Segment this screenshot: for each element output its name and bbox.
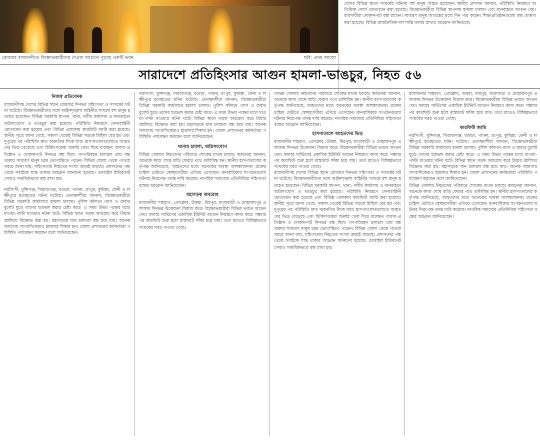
column-body: রাজধানীর শাহবাগ, প্রেসক্লাব, উত্তরা, মিরপুর, যাত্রাবাড়ী ও মোহাম্মদপুর এলাকায় দিনভর উত্তেজনা বিরাজ করে। বিক্ষোভকারীরা বিভিন্ন ভবনে আগুন দেয়। ফায়ার সার্ভিসের একাধিক ইউনিট আগুন নিয়ন্ত্রণে কাজ করে। সন্ধ্যার পর কারফিউ শুরু হলে রাস্তাঘাট ফাঁকা হয়ে যায়। তবে রাতেও বিচ্ছিন্নভাবে সংঘর্ষের খবর পাওয়া গেছে। [139, 200, 266, 231]
column-body: রাজধানীসহ দেশের বিভিন্ন স্থানে রোববার দিনভর সহিংসতা ও সংঘর্ষের ঘটনা ঘটেছে। বিক্ষোভকারীদের সঙ্গে আইনশৃঙ্খলা বাহিনীর সংঘর্ষে বহু মানুষ হতাহত হয়েছেন। বিভিন্ন সরকারি স্থাপনা, থানা, দলীয় কার্যালয় ও যানবাহনে অগ্নিসংযোগ ও ভাঙচুর করা হয়েছে। পরিস্থিতি নিয়ন্ত্রণে সেনাবাহিনী মোতায়েন করা হয়েছে এবং বিভিন্ন এলাকায় কারফিউ জারি করা হয়েছে। স্থানীয় সূত্রে জানা গেছে, সকাল থেকেই বিভিন্ন সড়কে মিছিল বের হয় এবং দুপুরের পর পরিস্থিতি দ্রুত অবনতির দিকে যায়। হাসপাতালগুলোতে আহতদের ভিড় বেড়েছে এবং চিকিৎসকেরা জরুরি সেবা দিয়ে যাচ্ছেন। ব্যবসা-প্রতিষ্ঠান ও দোকানপাট দিনভর বন্ধ ছিল। গণপরিবহন চলাচল প্রায় বন্ধ থাকায় সাধারণ মানুষ চরম ভোগান্তিতে পড়েন। বিভিন্ন জেলা থেকে পাওয়া খবরে জানা যায়, সহিংসতায় নিহতের সংখ্যা ক্রমেই বাড়ছে। প্রশাসনের পক্ষ থেকে সবাইকে শান্ত থাকার আহ্বান জানানো হয়েছে। মোবাইল ইন্টারনেট সেবাও সাময়িকভাবে বন্ধ রাখা হয়। [274, 171, 401, 251]
column-body: রাজধানীর শাহবাগ, প্রেসক্লাব, উত্তরা, মিরপুর, যাত্রাবাড়ী ও মোহাম্মদপুর এলাকায় দিনভর উত্তেজনা বিরাজ করে। বিক্ষোভকারীরা বিভিন্ন ভবনে আগুন দেয়। ফায়ার সার্ভিসের একাধিক ইউনিট আগুন নিয়ন্ত্রণে কাজ করে। সন্ধ্যার পর কারফিউ শুরু হলে রাস্তাঘাট ফাঁকা হয়ে যায়। তবে রাতেও বিচ্ছিন্নভাবে সংঘর্ষের খবর পাওয়া গেছে। [274, 140, 401, 171]
divider [0, 88, 540, 89]
fire-shape [118, 8, 144, 53]
column-body: নরসিংদী, মুন্সিগঞ্জ, সিরাজগঞ্জ, বগুড়া, পাবনা, রংপুর, কুমিল্লা, ফেনী ও লক্ষ্মীপুরে হতাহতের ঘটনা ঘটেছে। প্রত্যক্ষদর্শীরা জানান, বিক্ষোভকারীরা বিভিন্ন সরকারি কার্যালয়ে হামলা চালায়। পুলিশ কাঁদানে গ্যাস ও রাবার বুলেট ছুড়ে তাদের ছত্রভঙ্গ করার চেষ্টা করে। এ সময় উভয় পক্ষের মধ্যে ধাওয়া-পাল্টা ধাওয়ার ঘটনা ঘটে। বিভিন্ন স্থানে সড়ক অবরোধ করে টায়ার জ্বালিয়ে বিক্ষোভ করা হয়। মহাসড়কে যান চলাচল বন্ধ হয়ে যায়। অনেক জায়গায় সাংবাদিকেরাও হামলার শিকার হন। জেলা প্রশাসনের কর্মকর্তারা পরিস্থিতি পর্যবেক্ষণ করছেন বলে জানিয়েছেন। [139, 92, 266, 141]
column-2 [134, 92, 270, 436]
column-body: নরসিংদী, মুন্সিগঞ্জ, সিরাজগঞ্জ, বগুড়া, পাবনা, রংপুর, কুমিল্লা, ফেনী ও লক্ষ্মীপুরে হতাহতের ঘটনা ঘটেছে। প্রত্যক্ষদর্শীরা জানান, বিক্ষোভকারীরা বিভিন্ন সরকারি কার্যালয়ে হামলা চালায়। পুলিশ কাঁদানে গ্যাস ও রাবার বুলেট ছুড়ে তাদের ছত্রভঙ্গ করার চেষ্টা করে। এ সময় উভয় পক্ষের মধ্যে ধাওয়া-পাল্টা ধাওয়ার ঘটনা ঘটে। বিভিন্ন স্থানে সড়ক অবরোধ করে টায়ার জ্বালিয়ে বিক্ষোভ করা হয়। মহাসড়কে যান চলাচল বন্ধ হয়ে যায়। অনেক জায়গায় সাংবাদিকেরাও হামলার শিকার হন। জেলা প্রশাসনের কর্মকর্তারা পরিস্থিতি পর্যবেক্ষণ করছেন বলে জানিয়েছেন। [409, 134, 537, 183]
fire-shape [22, 8, 48, 53]
divider [0, 64, 540, 65]
caption-text: রোববার রাজধানীতে বিক্ষোভকারীদের দেওয়া আগুনে পুড়ছে একটি ভবন [2, 56, 134, 61]
column-3 [269, 92, 405, 436]
column-body: বিভিন্ন জেলায় নিহতদের পরিবারে শোকের মাতম চলছে। স্বজনেরা জানান, অনেকে কাজ শেষে বাড়ি ফেরার পথে গুলিবিদ্ধ হন। স্থানীয় হাসপাতালের কর্তৃপক্ষ জানিয়েছে, আহতদের মধ্যে অনেকের অবস্থা আশঙ্কাজনক। রক্তের চাহিদা মেটাতে স্বেচ্ছাসেবীরা এগিয়ে এসেছেন। মানবাধিকার সংগঠনগুলো ঘটনার নিরপেক্ষ তদন্ত দাবি করেছে। নাগরিক সমাজের প্রতিনিধিরা সহিংসতা বন্ধের আহ্বান জানিয়েছেন। [139, 152, 266, 189]
subhead: মহাসড়ক অবরোধ [186, 192, 219, 198]
column-body: বিভিন্ন জেলায় নিহতদের পরিবারে শোকের মাতম চলছে। স্বজনেরা জানান, অনেকে কাজ শেষে বাড়ি ফেরার পথে গুলিবিদ্ধ হন। স্থানীয় হাসপাতালের কর্তৃপক্ষ জানিয়েছে, আহতদের মধ্যে অনেকের অবস্থা আশঙ্কাজনক। রক্তের চাহিদা মেটাতে স্বেচ্ছাসেবীরা এগিয়ে এসেছেন। মানবাধিকার সংগঠনগুলো ঘটনার নিরপেক্ষ তদন্ত দাবি করেছে। নাগরিক সমাজের প্রতিনিধিরা সহিংসতা বন্ধের আহ্বান জানিয়েছেন। [274, 92, 401, 129]
column-4 [404, 92, 540, 436]
dateline: নিজস্ব প্রতিবেদক [51, 95, 83, 100]
subhead: থানায় হামলা, অগ্নিসংযোগ [178, 144, 227, 150]
person-silhouette [64, 27, 74, 53]
headline: সারাদেশে প্রতিহিংসার আগুন হামলা-ভাঙচুর, নিহত ৫৬ [138, 67, 422, 82]
column-body: নরসিংদী, মুন্সিগঞ্জ, সিরাজগঞ্জ, বগুড়া, পাবনা, রংপুর, কুমিল্লা, ফেনী ও লক্ষ্মীপুরে হতাহতের ঘটনা ঘটেছে। প্রত্যক্ষদর্শীরা জানান, বিক্ষোভকারীরা বিভিন্ন সরকারি কার্যালয়ে হামলা চালায়। পুলিশ কাঁদানে গ্যাস ও রাবার বুলেট ছুড়ে তাদের ছত্রভঙ্গ করার চেষ্টা করে। এ সময় উভয় পক্ষের মধ্যে ধাওয়া-পাল্টা ধাওয়ার ঘটনা ঘটে। বিভিন্ন স্থানে সড়ক অবরোধ করে টায়ার জ্বালিয়ে বিক্ষোভ করা হয়। মহাসড়কে যান চলাচল বন্ধ হয়ে যায়। অনেক জায়গায় সাংবাদিকেরাও হামলার শিকার হন। জেলা প্রশাসনের কর্মকর্তারা পরিস্থিতি পর্যবেক্ষণ করছেন বলে জানিয়েছেন। [4, 187, 130, 237]
topright-body: দেশের বিভিন্ন স্থানে সংঘর্ষের ঘটনায় বহু মানুষ আহত হয়েছেন। স্থানীয় প্রশাসন জানায়, পরিস্থিতি নিয়ন্ত্রণে অতিরিক্ত ফোর্স মোতায়েন করা হয়েছে। বিক্ষোভকারীরা বিভিন্ন স্থাপনায় হামলা চালায় এবং যানবাহনে আগুন দেয়। ব্যবসায়ীরা দোকানপাট বন্ধ রাখেন। সাধারণ মানুষ আতঙ্কের মধ্যে দিন পার করেন। শিক্ষাপ্রতিষ্ঠানগুলো বন্ধ ঘোষণা করা হয়েছে। বিভিন্ন রাজনৈতিক দল শান্তি বজায় রাখার আহ্বান জানিয়েছে। [344, 2, 536, 26]
news-photo [0, 0, 338, 53]
column-body: রাজধানীর শাহবাগ, প্রেসক্লাব, উত্তরা, মিরপুর, যাত্রাবাড়ী ও মোহাম্মদপুর এলাকায় দিনভর উত্তেজনা বিরাজ করে। বিক্ষোভকারীরা বিভিন্ন ভবনে আগুন দেয়। ফায়ার সার্ভিসের একাধিক ইউনিট আগুন নিয়ন্ত্রণে কাজ করে। সন্ধ্যার পর কারফিউ শুরু হলে রাস্তাঘাট ফাঁকা হয়ে যায়। তবে রাতেও বিচ্ছিন্নভাবে সংঘর্ষের খবর পাওয়া গেছে। [409, 92, 537, 122]
subhead: হাসপাতালে আহতদের ভিড় [312, 132, 363, 138]
column-1 [0, 92, 134, 436]
column-body: বিভিন্ন জেলায় নিহতদের পরিবারে শোকের মাতম চলছে। স্বজনেরা জানান, অনেকে কাজ শেষে বাড়ি ফেরার পথে গুলিবিদ্ধ হন। স্থানীয় হাসপাতালের কর্তৃপক্ষ জানিয়েছে, আহতদের মধ্যে অনেকের অবস্থা আশঙ্কাজনক। রক্তের চাহিদা মেটাতে স্বেচ্ছাসেবীরা এগিয়ে এসেছেন। মানবাধিকার সংগঠনগুলো ঘটনার নিরপেক্ষ তদন্ত দাবি করেছে। নাগরিক সমাজের প্রতিনিধিরা সহিংসতা বন্ধের আহ্বান জানিয়েছেন। [409, 183, 537, 220]
column-body: রাজধানীসহ দেশের বিভিন্ন স্থানে রোববার দিনভর সহিংসতা ও সংঘর্ষের ঘটনা ঘটেছে। বিক্ষোভকারীদের সঙ্গে আইনশৃঙ্খলা বাহিনীর সংঘর্ষে বহু মানুষ হতাহত হয়েছেন। বিভিন্ন সরকারি স্থাপনা, থানা, দলীয় কার্যালয় ও যানবাহনে অগ্নিসংযোগ ও ভাঙচুর করা হয়েছে। পরিস্থিতি নিয়ন্ত্রণে সেনাবাহিনী মোতায়েন করা হয়েছে এবং বিভিন্ন এলাকায় কারফিউ জারি করা হয়েছে। স্থানীয় সূত্রে জানা গেছে, সকাল থেকেই বিভিন্ন সড়কে মিছিল বের হয় এবং দুপুরের পর পরিস্থিতি দ্রুত অবনতির দিকে যায়। হাসপাতালগুলোতে আহতদের ভিড় বেড়েছে এবং চিকিৎসকেরা জরুরি সেবা দিয়ে যাচ্ছেন। ব্যবসা-প্রতিষ্ঠান ও দোকানপাট দিনভর বন্ধ ছিল। গণপরিবহন চলাচল প্রায় বন্ধ থাকায় সাধারণ মানুষ চরম ভোগান্তিতে পড়েন। বিভিন্ন জেলা থেকে পাওয়া খবরে জানা যায়, সহিংসতায় নিহতের সংখ্যা ক্রমেই বাড়ছে। প্রশাসনের পক্ষ থেকে সবাইকে শান্ত থাকার আহ্বান জানানো হয়েছে। মোবাইল ইন্টারনেট সেবাও সাময়িকভাবে বন্ধ রাখা হয়। [4, 103, 130, 183]
photo-caption [2, 55, 336, 62]
fire-shape [208, 8, 234, 53]
person-silhouette [92, 27, 102, 53]
photo-credit: ছবি: প্রথম আলো [303, 56, 336, 61]
subhead: কারফিউ জারি [459, 126, 487, 132]
person-silhouette [300, 27, 310, 53]
